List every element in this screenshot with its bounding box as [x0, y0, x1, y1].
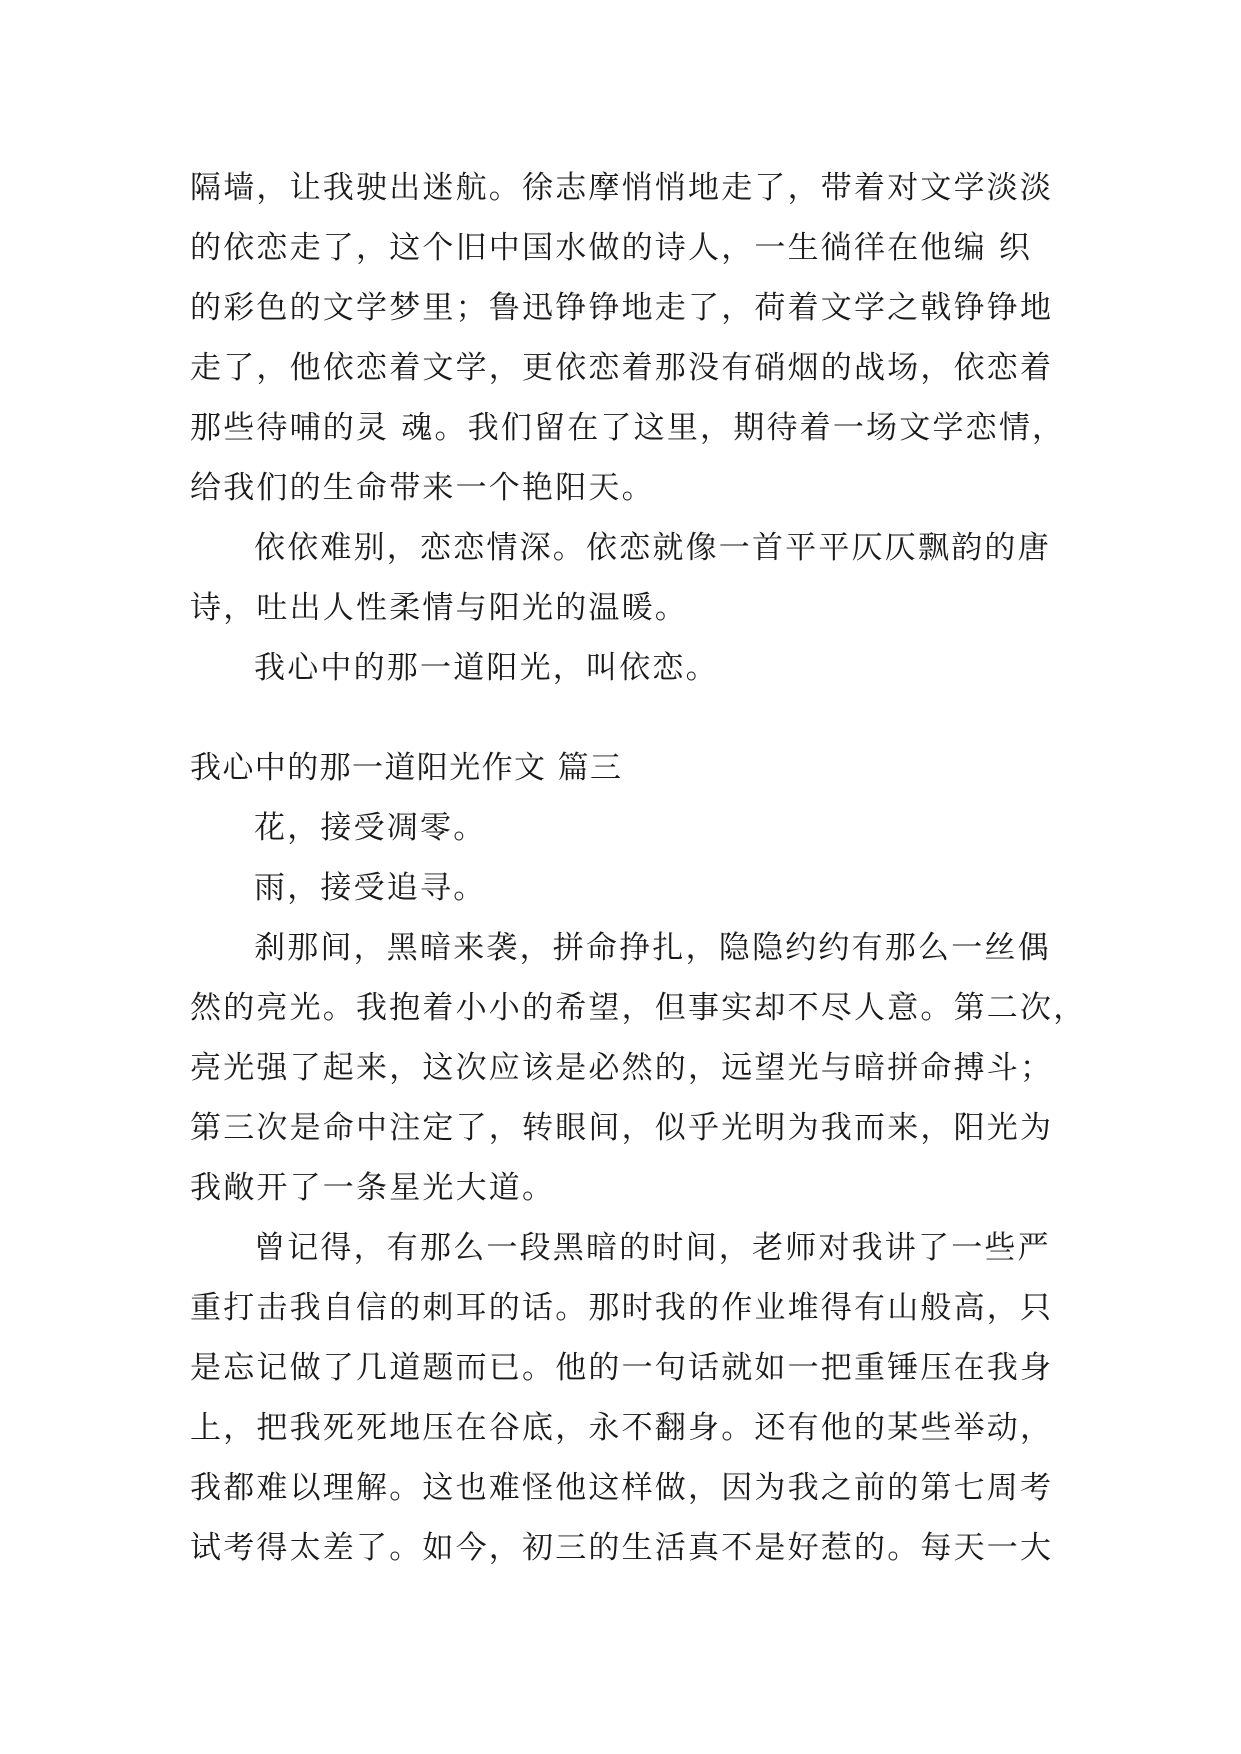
paragraph-first-line: 我心中的那一道阳光，叫依恋。 — [254, 650, 719, 686]
paragraph-first-line: 曾记得，有那么一段黑暗的时间，老师对我讲了一些严 — [254, 1230, 1051, 1266]
paragraph-first-line: 刹那间，黑暗来袭，拼命挣扎，隐隐约约有那么一丝偶 — [254, 930, 1051, 966]
body-text-line: 诗，吐出人性柔情与阳光的温暖。 — [190, 590, 688, 626]
body-text-line: 的彩色的文学梦里；鲁迅铮铮地走了，荷着文学之戟铮铮地 — [190, 290, 1054, 326]
body-text-line: 重打击我自信的刺耳的话。那时我的作业堆得有山般高，只 — [190, 1290, 1054, 1326]
body-text-line: 给我们的生命带来一个艳阳天。 — [190, 470, 655, 506]
section-heading: 我心中的那一道阳光作文 篇三 — [190, 750, 623, 786]
paragraph-first-line: 花，接受凋零。 — [254, 810, 487, 846]
body-text-line: 走了，他依恋着文学，更依恋着那没有硝烟的战场，依恋着 — [190, 350, 1054, 386]
body-text-line: 是忘记做了几道题而已。他的一句话就如一把重锤压在我身 — [190, 1350, 1054, 1386]
body-text-line: 上，把我死死地压在谷底，永不翻身。还有他的某些举动， — [190, 1410, 1054, 1446]
paragraph-first-line: 依依难别，恋恋情深。依恋就像一首平平仄仄飘韵的唐 — [254, 530, 1051, 566]
body-text-line: 试考得太差了。如今，初三的生活真不是好惹的。每天一大 — [190, 1530, 1054, 1566]
body-text-line: 我敞开了一条星光大道。 — [190, 1170, 556, 1206]
body-text-line: 然的亮光。我抱着小小的希望，但事实却不尽人意。第二次， — [190, 990, 1087, 1026]
body-text-line: 我都难以理解。这也难怪他这样做，因为我之前的第七周考 — [190, 1470, 1054, 1506]
body-text-line: 隔墙，让我驶出迷航。徐志摩悄悄地走了，带着对文学淡淡 — [190, 170, 1054, 206]
body-text-line: 第三次是命中注定了，转眼间，似乎光明为我而来，阳光为 — [190, 1110, 1054, 1146]
body-text-line: 那些待哺的灵 魂。我们留在了这里，期待着一场文学恋情， — [190, 410, 1066, 446]
paragraph-first-line: 雨，接受追寻。 — [254, 870, 487, 906]
body-text-line: 的依恋走了，这个旧中国水做的诗人，一生徜徉在他编 织 — [190, 230, 1033, 266]
body-text-line: 亮光强了起来，这次应该是必然的，远望光与暗拼命搏斗； — [190, 1050, 1054, 1086]
